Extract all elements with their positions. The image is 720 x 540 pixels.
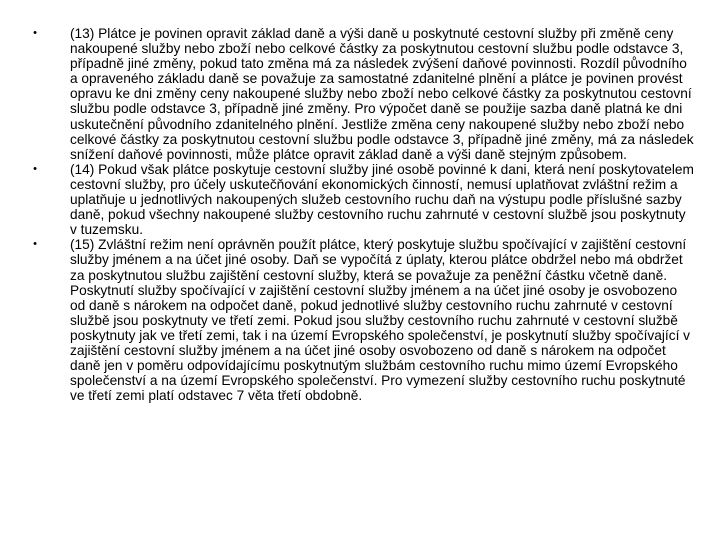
paragraph-text: (15) Zvláštní režim není oprávněn použít plátce, který poskytuje službu spočívající v zajištění cestovní služby jménem a na účet jiné osoby. Daň se vypočítá z úplaty, kterou plátce obdržel nebo má obdržet za poskytnutou službu zajištění cestovní služby, která se považuje za peněžní částku včetně daně. Poskytnutí služby spočívající v zajištění cestovní služby jménem a na účet jiné osoby je osvobozeno od daně s nárokem na odpočet daně, pokud jednotlivé služby cestovního ruchu zahrnuté v cestovní službě jsou poskytnuty ve třetí zemi. Pokud jsou služby cestovního ruchu zahrnuté v cestovní službě poskytnuty jak ve třetí zemi, tak i na území Evropského společenství, je poskytnutí služby spočívající v zajištění cestovní služby jménem a na účet jiné osoby osvobozeno od daně s nárokem na odpočet daně jen v poměru odpovídajícímu poskytnutým službám cestovního ruchu mimo území Evropského společenství a na území Evropského společenství. Pro vymezení služby cestovního ruchu poskytnuté ve třetí zemi platí odstavec 7 věta třetí obdobně. (70, 237, 691, 404)
bullet-icon: • (33, 27, 37, 39)
paragraph-15 (30, 237, 696, 403)
bullet-icon: • (33, 238, 37, 251)
bullet-list (30, 26, 696, 403)
paragraph-13 (30, 26, 696, 162)
paragraph-14 (30, 162, 696, 237)
bullet-icon: • (33, 162, 37, 175)
paragraph-text: (13) Plátce je povinen opravit základ daně a výši daně u poskytnuté cestovní služby při změně ceny nakoupené služby nebo zboží nebo celkové částky za poskytnutou cestovní službu podle odstavce 3, případně jiné změny, pokud tato změna má za následek zvýšení daňové povinnosti. Rozdíl původního a opraveného základu daně se považuje za samostatné zdanitelné plnění a plátce je povinen provést opravu ke dni změny ceny nakoupené služby nebo zboží nebo celkové částky za poskytnutou cestovní službu podle odstavce 3, případně jiné změny. Pro výpočet daně se použije sazba daně platná ke dni uskutečnění původního zdanitelného plnění. Jestliže změna ceny nakoupené služby nebo zboží nebo celkové částky za poskytnutou cestovní službu podle odstavce 3, případně jiné změny, má za následek snížení daňové povinnosti, může plátce opravit základ daně a výši daně stejným způsobem. (70, 26, 694, 162)
paragraph-text: (14) Pokud však plátce poskytuje cestovní služby jiné osobě povinné k dani, která není poskytovatelem cestovní služby, pro účely uskutečňování ekonomických činností, nemusí uplatňovat zvláštní režim a uplatňuje u jednotlivých nakoupených služeb cestovního ruchu daň na výstupu podle příslušné sazby daně, pokud všechny nakoupené služby cestovního ruchu zahrnuté v cestovní službě jsou poskytnuty v tuzemsku. (70, 161, 694, 238)
